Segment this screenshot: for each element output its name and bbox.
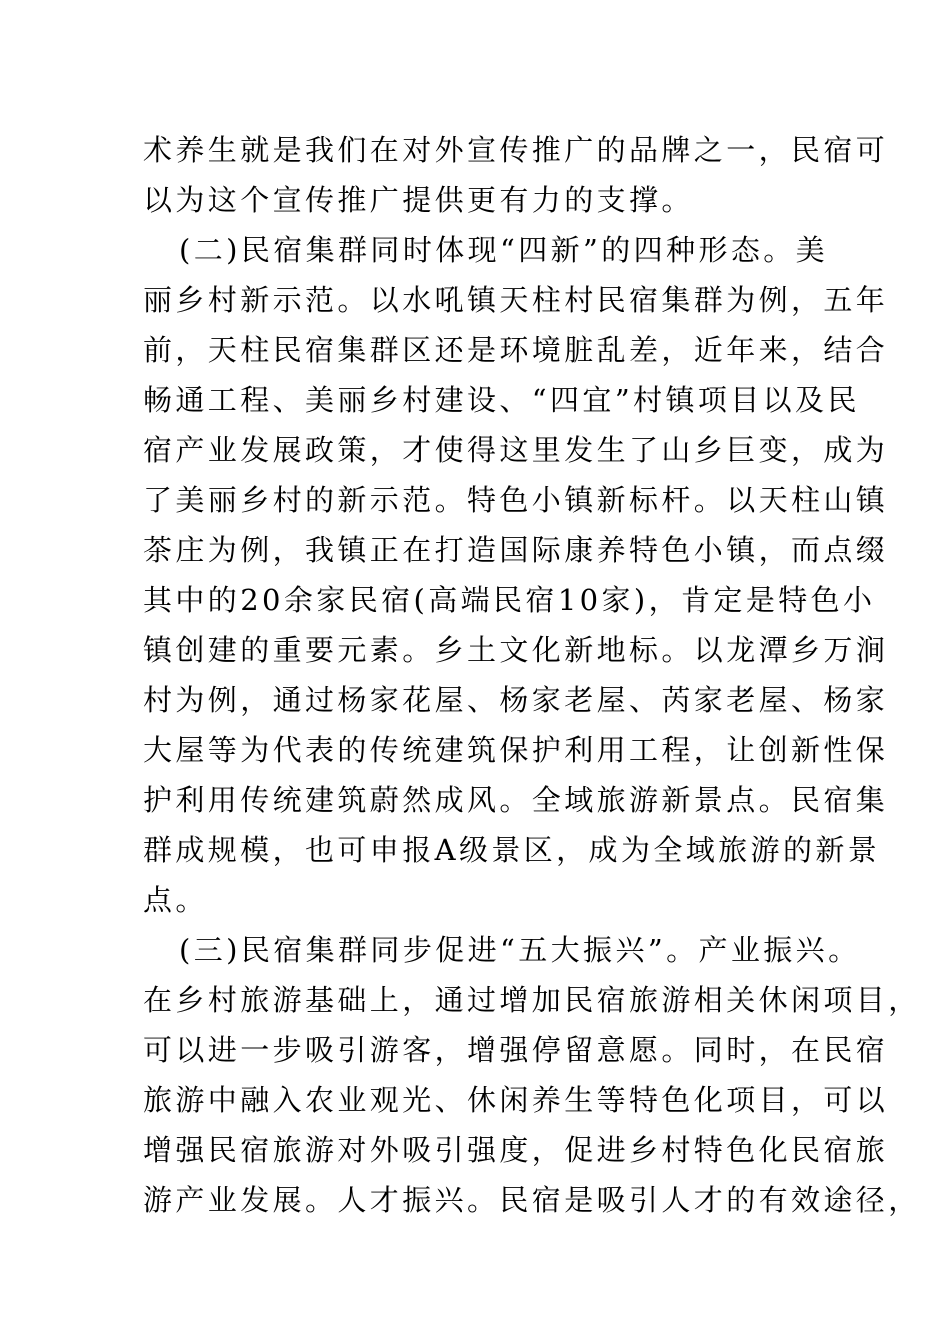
text-line: 群成规模，也可申报A级景区，成为全域旅游的新景 (143, 833, 881, 867)
text-line: 以为这个宣传推广提供更有力的支撑。 (143, 183, 694, 217)
text-line: 在乡村旅游基础上，通过增加民宿旅游相关休闲项目， (143, 983, 921, 1017)
section-heading-line: (二)民宿集群同时体现“四新”的四种形态。美 (179, 233, 829, 267)
text-line: 村为例，通过杨家花屋、杨家老屋、芮家老屋、杨家 (143, 683, 889, 717)
text-line: 护利用传统建筑蔚然成风。全域旅游新景点。民宿集 (143, 783, 889, 817)
text-line: 宿产业发展政策，才使得这里发生了山乡巨变，成为 (143, 433, 889, 467)
text-line: 点。 (143, 883, 208, 917)
text-line: 丽乡村新示范。以水吼镇天柱村民宿集群为例，五年 (143, 283, 889, 317)
text-line: 术养生就是我们在对外宣传推广的品牌之一，民宿可 (143, 133, 889, 167)
text-line: 茶庄为例，我镇正在打造国际康养特色小镇，而点缀 (143, 533, 889, 567)
text-line: 了美丽乡村的新示范。特色小镇新标杆。以天柱山镇 (143, 483, 889, 517)
text-line: 游产业发展。人才振兴。民宿是吸引人才的有效途径， (143, 1183, 921, 1217)
text-line: 其中的20余家民宿(高端民宿10家)，肯定是特色小 (143, 583, 876, 617)
text-line: 镇创建的重要元素。乡土文化新地标。以龙潭乡万涧 (143, 633, 889, 667)
text-line: 前，天柱民宿集群区还是环境脏乱差，近年来，结合 (143, 333, 889, 367)
text-line: 可以进一步吸引游客，增强停留意愿。同时，在民宿 (143, 1033, 889, 1067)
text-line: 畅通工程、美丽乡村建设、“四宜”村镇项目以及民 (143, 383, 860, 417)
section-heading-line: (三)民宿集群同步促进“五大振兴”。产业振兴。 (179, 933, 861, 967)
text-line: 增强民宿旅游对外吸引强度，促进乡村特色化民宿旅 (143, 1133, 889, 1167)
text-line: 旅游中融入农业观光、休闲养生等特色化项目，可以 (143, 1083, 889, 1117)
text-line: 大屋等为代表的传统建筑保护利用工程，让创新性保 (143, 733, 889, 767)
